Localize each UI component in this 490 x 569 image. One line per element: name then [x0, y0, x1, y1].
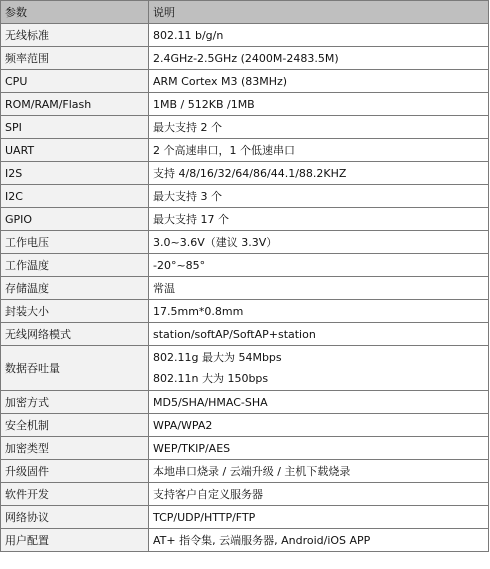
- desc-line: 17.5mm*0.8mm: [153, 304, 244, 318]
- desc-cell: [149, 277, 489, 300]
- desc-cell: [149, 414, 489, 437]
- param-cell: 网络协议: [1, 506, 149, 529]
- table-row: [1, 300, 489, 323]
- desc-line: 2 个高速串口，1 个低速串口: [153, 143, 295, 157]
- desc-cell: [149, 70, 489, 93]
- param-cell: 无线网络模式: [1, 323, 149, 346]
- desc-cell: [149, 460, 489, 483]
- desc-cell: [149, 185, 489, 208]
- table-body: [1, 24, 489, 552]
- desc-cell: [149, 323, 489, 346]
- table-row: [1, 391, 489, 414]
- param-cell: 安全机制: [1, 414, 149, 437]
- desc-line: 802.11n 大为 150bps: [153, 372, 269, 385]
- desc-cell: [149, 231, 489, 254]
- param-cell: CPU: [1, 70, 149, 93]
- table-row: [1, 139, 489, 162]
- table-row: [1, 70, 489, 93]
- desc-line: 支持客户自定义服务器: [153, 487, 263, 501]
- table-row: [1, 529, 489, 552]
- param-cell: 数据吞吐量: [1, 346, 149, 391]
- desc-cell: [149, 24, 489, 47]
- param-cell: GPIO: [1, 208, 149, 231]
- desc-cell: [149, 483, 489, 506]
- table-row: [1, 346, 489, 391]
- desc-line: TCP/UDP/HTTP/FTP: [153, 510, 256, 524]
- table-row: [1, 414, 489, 437]
- table-row: [1, 208, 489, 231]
- desc-cell: [149, 93, 489, 116]
- desc-line: 常温: [153, 281, 175, 295]
- table-row: [1, 231, 489, 254]
- table-header: [1, 1, 489, 24]
- desc-cell: [149, 300, 489, 323]
- param-cell: 用户配置: [1, 529, 149, 552]
- param-cell: 无线标准: [1, 24, 149, 47]
- param-cell: I2S: [1, 162, 149, 185]
- desc-cell: [149, 437, 489, 460]
- table-row: [1, 116, 489, 139]
- desc-cell: [149, 391, 489, 414]
- desc-cell: [149, 254, 489, 277]
- param-cell: 封装大小: [1, 300, 149, 323]
- desc-line: 1MB / 512KB /1MB: [153, 97, 255, 111]
- desc-line: 最大支持 3 个: [153, 189, 222, 203]
- table-row: [1, 185, 489, 208]
- table-row: [1, 162, 489, 185]
- header-row: [1, 1, 489, 24]
- table-row: [1, 323, 489, 346]
- desc-cell: [149, 529, 489, 552]
- desc-line: station/softAP/SoftAP+station: [153, 327, 316, 341]
- param-column-header: 参数: [1, 1, 149, 24]
- table-row: [1, 93, 489, 116]
- desc-line: 802.11g 最大为 54Mbps: [153, 351, 282, 364]
- table-row: [1, 24, 489, 47]
- table-row: [1, 277, 489, 300]
- desc-line: 支持 4/8/16/32/64/86/44.1/88.2KHZ: [153, 166, 347, 180]
- param-cell: UART: [1, 139, 149, 162]
- desc-line: 本地串口烧录 / 云端升级 / 主机下载烧录: [153, 464, 351, 478]
- desc-line: 最大支持 2 个: [153, 120, 222, 134]
- param-cell: 升级固件: [1, 460, 149, 483]
- table-row: [1, 460, 489, 483]
- desc-line: AT+ 指令集, 云端服务器, Android/iOS APP: [153, 533, 371, 547]
- desc-line: 最大支持 17 个: [153, 212, 229, 226]
- param-cell: ROM/RAM/Flash: [1, 93, 149, 116]
- param-cell: 工作电压: [1, 231, 149, 254]
- table-row: [1, 506, 489, 529]
- table-row: [1, 47, 489, 70]
- desc-cell: [149, 47, 489, 70]
- desc-line: 2.4GHz-2.5GHz (2400M-2483.5M): [153, 51, 339, 65]
- desc-cell: [149, 208, 489, 231]
- table-row: [1, 483, 489, 506]
- param-cell: 存储温度: [1, 277, 149, 300]
- desc-cell: [149, 346, 489, 391]
- param-cell: 工作温度: [1, 254, 149, 277]
- param-cell: 频率范围: [1, 47, 149, 70]
- param-cell: 软件开发: [1, 483, 149, 506]
- table-row: [1, 437, 489, 460]
- desc-cell: [149, 116, 489, 139]
- desc-line: WEP/TKIP/AES: [153, 441, 231, 455]
- desc-column-header: 说明: [149, 1, 489, 24]
- desc-line: ARM Cortex M3 (83MHz): [153, 74, 288, 88]
- desc-line: 802.11 b/g/n: [153, 28, 224, 42]
- desc-cell: [149, 162, 489, 185]
- param-cell: 加密类型: [1, 437, 149, 460]
- param-cell: 加密方式: [1, 391, 149, 414]
- param-cell: SPI: [1, 116, 149, 139]
- table-row: [1, 254, 489, 277]
- desc-cell: [149, 139, 489, 162]
- desc-cell: [149, 506, 489, 529]
- desc-line: WPA/WPA2: [153, 418, 213, 432]
- desc-line: -20°~85°: [153, 258, 206, 272]
- desc-line: 3.0~3.6V（建议 3.3V）: [153, 235, 278, 249]
- desc-line: MD5/SHA/HMAC-SHA: [153, 395, 268, 409]
- param-cell: I2C: [1, 185, 149, 208]
